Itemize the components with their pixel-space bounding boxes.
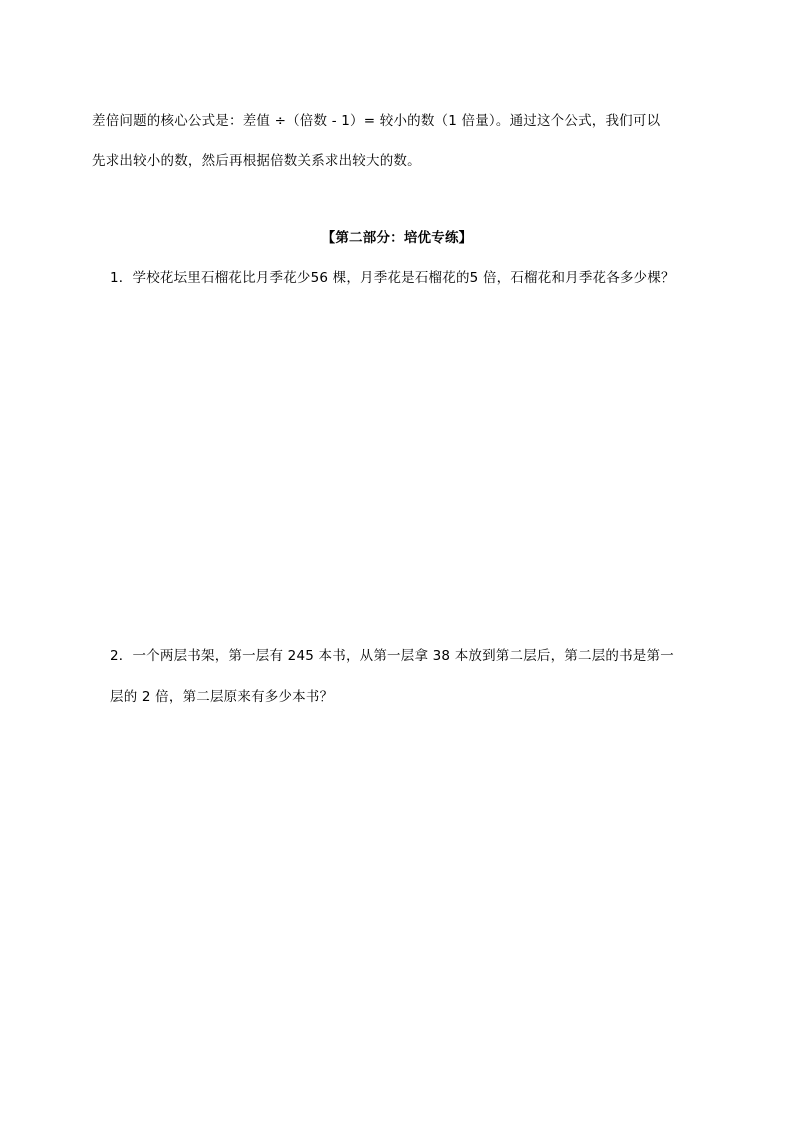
question-2-text-line-2: 层的 2 倍，第二层原来有多少本书？ [110, 689, 334, 705]
intro-paragraph-line-2: 先求出较小的数，然后再根据倍数关系求出较大的数。 [92, 153, 421, 169]
intro-paragraph-line-1: 差倍问题的核心公式是：差值 ÷（倍数 - 1）= 较小的数（1 倍量）。通过这个公式，我们可以 [92, 113, 661, 129]
question-1-text: 1．学校花坛里石榴花比月季花少56 棵，月季花是石榴花的5 倍，石榴花和月季花各多少棵？ [110, 270, 675, 286]
question-2-text-line-1: 2．一个两层书架，第一层有 245 本书，从第一层拿 38 本放到第二层后，第二层的书是第一 [110, 648, 674, 664]
section-heading: 【第二部分：培优专练】 [321, 230, 473, 246]
